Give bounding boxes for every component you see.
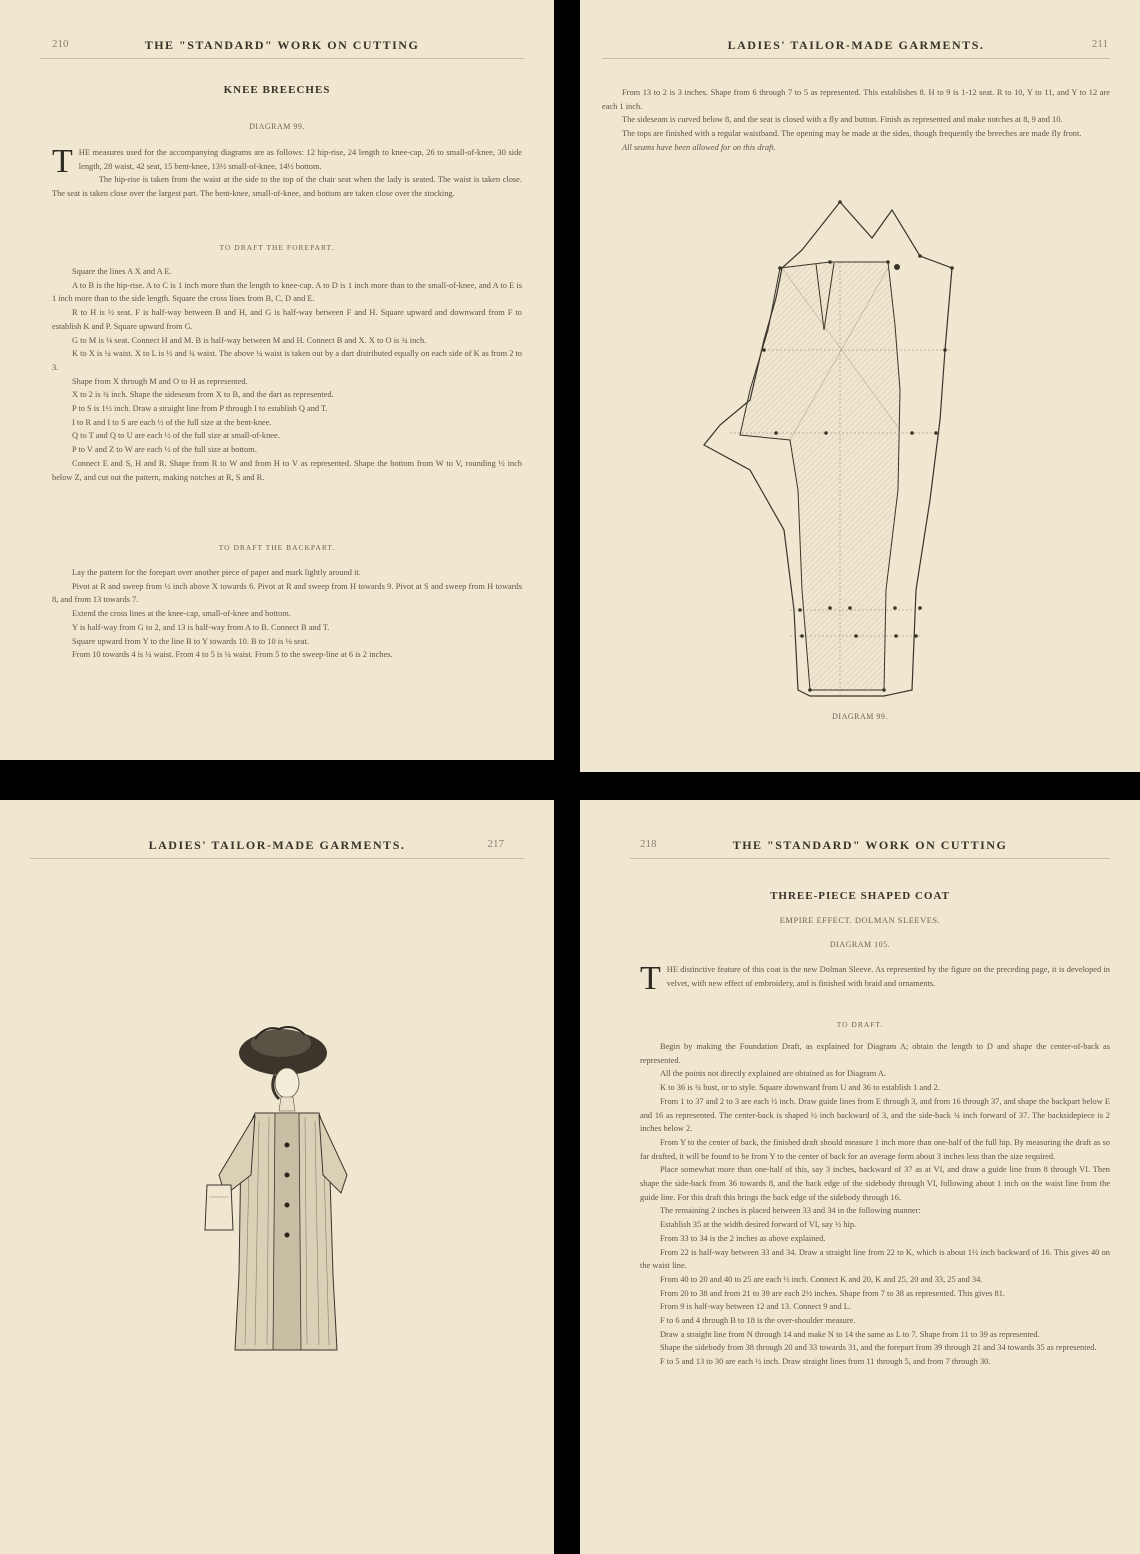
page-218	[580, 800, 1140, 1554]
page-211	[580, 0, 1140, 772]
forepart-text	[52, 265, 522, 484]
paragraph: Square upward from Y to the line B to Y towards 10. B to 10 is ⅛ seat.	[72, 636, 309, 646]
page-number: 218	[640, 838, 657, 850]
paragraph: Shape the sidebody from 38 through 20 and 33 towards 31, and the forepart from 39 through 21 and 34 towards 35 as represented.	[660, 1343, 1097, 1353]
running-head	[630, 836, 1110, 859]
running-head	[40, 36, 524, 59]
paragraph: HE distinctive feature of this coat is the new Dolman Sleeve. As represented by the figure on the preceding page, it is developed in velvet, with new effect of embroidery, and is finished with braid and ornaments.	[666, 965, 1110, 988]
running-head-title: LADIES' TAILOR-MADE GARMENTS.	[727, 38, 985, 52]
paragraph: Lay the pattern for the forepart over another piece of paper and mark lightly around it.	[72, 568, 361, 577]
paragraph: K to 36 is ¾ bust, or to style. Square downward from U and 36 to establish 1 and 2.	[660, 1083, 940, 1093]
paragraph: Extend the cross lines at the knee-cap, small-of-knee and bottom.	[72, 609, 291, 619]
paragraph: The tops are finished with a regular waistband. The opening may be made at the sides, though frequently the breeches are made fly front.	[622, 129, 1082, 139]
paragraph: Q to T and Q to U are each ½ of the full size at small-of-knee.	[72, 431, 280, 441]
paragraph: HE measures used for the accompanying diagrams are as follows: 12 hip-rise, 24 length to knee-cap, 26 to small-of-knee, 30 side length, 28 waist, 42 seat, 15 bent-knee, 13½ small-of-knee, 14½ bottom.	[78, 148, 522, 171]
page-217	[0, 800, 554, 1554]
paragraph: From 33 to 34 is the 2 inches as above explained.	[660, 1233, 826, 1243]
paragraph: A to B is the hip-rise. A to C is 1 inch more than the length to knee-cap. A to D is 1 inch more than to the small-of-knee, and A to E is 1 inch more than to the side length. Square the cross lines from B, C, D and E.	[52, 280, 522, 304]
paragraph: Begin by making the Foundation Draft, as explained for Diagram A; obtain the length to D and shape the center-of-back as represented.	[640, 1042, 1110, 1065]
paragraph: The sideseam is curved below 8, and the seat is closed with a fly and button. Finish as represented and make notches at 8, 9 and 10.	[622, 115, 1063, 125]
paragraph: The hip-rise is taken from the waist at the side to the top of the chair seat when the lady is seated. The waist is taken close. The seat is taken close over the largest part. The bent-knee, small-of-knee, and bottom are taken close over the stocking.	[52, 175, 522, 199]
paragraph: From 13 to 2 is 3 inches. Shape from 6 through 7 to 5 as represented. This establishes 8. H to 9 is 1-12 seat. R to 10, Y to 11, and Y to 12 are each 1 inch.	[602, 88, 1110, 111]
paragraph: Y is half-way from G to 2, and 13 is half-way from A to B. Connect B and T.	[72, 622, 330, 632]
paragraph: Square the lines A X and A E.	[72, 267, 172, 276]
subhead-to-draft: TO DRAFT.	[836, 1020, 884, 1029]
diagram-ref: DIAGRAM 99.	[249, 122, 305, 131]
continued-text	[602, 86, 1110, 155]
section-title: KNEE BREECHES	[223, 84, 331, 96]
paragraph: From 10 towards 4 is ¼ waist. From 4 to 5 is ¼ waist. From 5 to the sweep-line at 6 is 2 inches.	[72, 650, 393, 660]
fashion-illustration	[195, 1025, 365, 1355]
paragraph: R to H is ½ seat. F is half-way between B and H, and G is half-way between F and H. Square upward and downward from F to establish K and P. Square upward from G.	[52, 308, 522, 331]
paragraph: K to X is ¼ waist. X to L is ½ and ¾ waist. The above ¼ waist is taken out by a dart distributed equally on each side of K as from 2 to 3.	[52, 349, 522, 372]
paragraph: From 9 is half-way between 12 and 13. Connect 9 and L.	[660, 1302, 851, 1312]
intro-text	[52, 143, 522, 201]
paragraph: Connect E and S, H and R. Shape from R to W and from H to V as represented. Shape the bottom from W to V, rounding ½ inch below Z, and cut out the pattern, making notches at R, S and R.	[52, 458, 522, 482]
paragraph: F to 5 and 13 to 30 are each ½ inch. Draw straight lines from 11 through 5, and from 7 through 30.	[660, 1357, 991, 1367]
page-number: 217	[487, 838, 504, 850]
paragraph: Place somewhat more than one-half of this, say 3 inches, backward of 37 as at VI, and draw a guide line from 8 through VI. Then shape the side-back from 36 towards 8, and the back edge of the sidebody through VI, following about 1 inch on the waist line from the guide line. For this draft this brings the back edge of the sidebody through 16.	[640, 1165, 1110, 1202]
subhead-forepart: TO DRAFT THE FOREPART.	[219, 243, 335, 252]
paragraph: From Y to the center of back, the finished draft should measure 1 inch more than one-half of the full hip. By measuring the draft as so far drafted, it will be found to be from Y to the center of back for an average form about 3 inches less than the size required.	[640, 1137, 1110, 1161]
paragraph: X to 2 is ¾ inch. Shape the sideseam from X to B, and the dart as represented.	[72, 390, 334, 400]
paragraph: Pivot at R and sweep from ½ inch above X towards 6. Pivot at R and sweep from H towards 9. Pivot at S and sweep from H towards 8, and from 13 towards 7.	[52, 581, 522, 605]
paragraph: Draw a straight line from N through 14 and make N to 14 the same as L to 7. Shape from 11 to 39 as represented.	[660, 1329, 1040, 1339]
subtitle: EMPIRE EFFECT. DOLMAN SLEEVES.	[779, 915, 941, 925]
paragraph: Establish 35 at the width desired forward of VI, say ½ hip.	[660, 1220, 857, 1230]
paragraph: I to R and I to S are each ½ of the full size at the bent-knee.	[72, 417, 272, 427]
pattern-diagram-svg	[690, 190, 1010, 710]
running-head-title: THE "STANDARD" WORK ON CUTTING	[732, 838, 1008, 852]
subhead-backpart: TO DRAFT THE BACKPART.	[218, 543, 336, 552]
running-head-title: THE "STANDARD" WORK ON CUTTING	[144, 38, 420, 52]
lady-in-coat-illustration	[195, 1025, 365, 1355]
paragraph: From 22 is half-way between 33 and 34. Draw a straight line from 22 to K, which is about 1½ inch backward of 16. This gives 40 on the waist line.	[640, 1247, 1110, 1271]
paragraph: All the points not directly explained are obtained as for Diagram A.	[660, 1069, 887, 1079]
breeches-pattern-diagram	[690, 190, 1010, 710]
section-title: THREE-PIECE SHAPED COAT	[770, 890, 950, 902]
dropcap: T	[52, 143, 73, 180]
paragraph: P to S is 1½ inch. Draw a straight line from P through I to establish Q and T.	[72, 404, 328, 414]
running-head	[602, 36, 1110, 59]
running-head	[30, 836, 524, 859]
paragraph: Shape from X through M and O to H as represented.	[72, 376, 248, 386]
paragraph: From 40 to 20 and 40 to 25 are each ½ inch. Connect K and 20, K and 25, 20 and 33, 25 and 34.	[660, 1274, 983, 1284]
dropcap: T	[640, 960, 661, 997]
page-number: 211	[1091, 38, 1108, 50]
paragraph: P to V and Z to W are each ½ of the full size at bottom.	[72, 445, 257, 455]
paragraph: From 1 to 37 and 2 to 3 are each ½ inch. Draw guide lines from E through 3, and from 16 through 37, and shape the backpart below E and 16 as represented. The center-back is shaped ½ inch backward of 3, and the side-back ¾ inch forward of 37. The backsidepiece is 2 inches below 2.	[640, 1096, 1110, 1134]
draft-text	[640, 1040, 1110, 1369]
paragraph: G to M is ⅛ seat. Connect H and M. B is half-way between M and H. Connect B and X. X to O is ¾ inch.	[72, 335, 427, 345]
paragraph: The remaining 2 inches is placed between 33 and 34 in the following manner:	[660, 1206, 921, 1216]
paragraph: All seams have been allowed for on this draft.	[622, 142, 776, 152]
running-head-title: LADIES' TAILOR-MADE GARMENTS.	[148, 838, 406, 852]
intro-text	[640, 960, 1110, 997]
backpart-text	[52, 566, 522, 662]
page-210	[0, 0, 554, 760]
forepart-shape	[740, 262, 900, 690]
diagram-ref: DIAGRAM 105.	[829, 940, 891, 949]
page-number: 210	[52, 38, 69, 50]
diagram-caption: DIAGRAM 99.	[832, 712, 888, 721]
paragraph: F to 6 and 4 through B to 18 is the over-shoulder measure.	[660, 1316, 856, 1326]
paragraph: From 20 to 38 and from 21 to 39 are each 2½ inches. Shape from 7 to 38 as represented. This gives 81.	[660, 1288, 1006, 1298]
